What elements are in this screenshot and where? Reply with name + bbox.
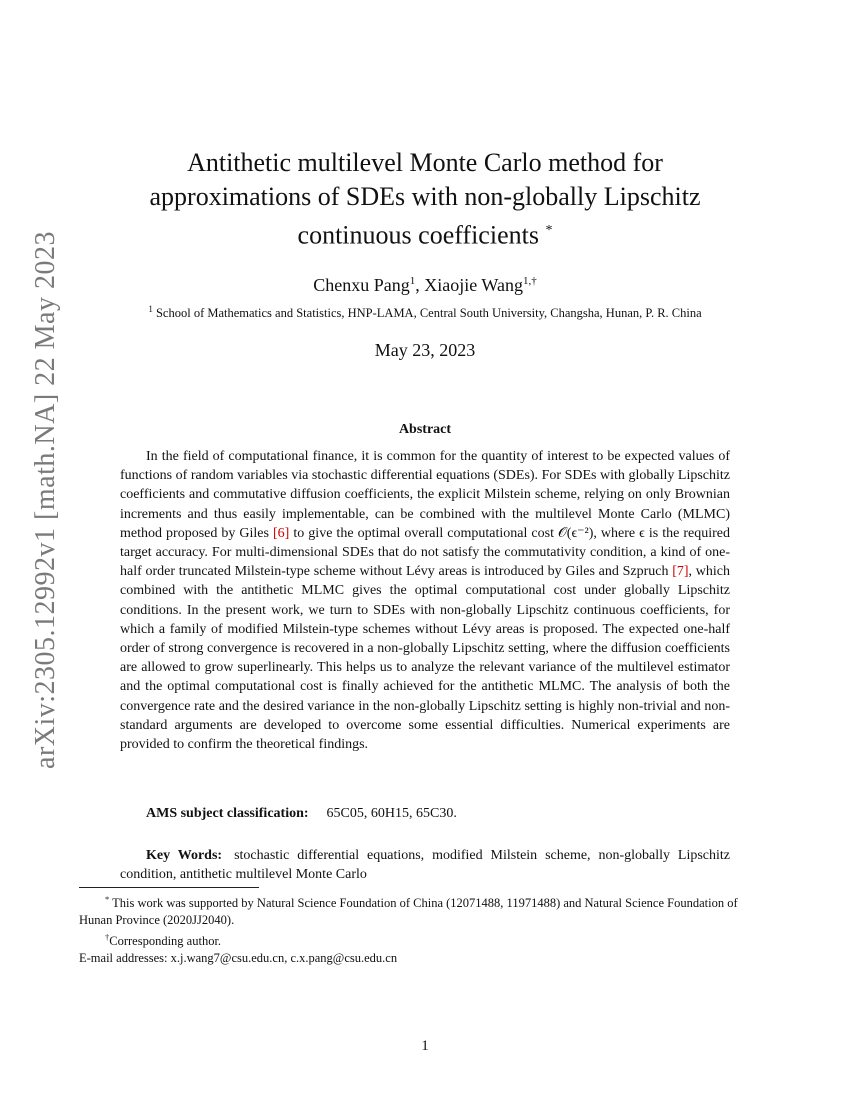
title-footnote-marker: *	[545, 223, 553, 238]
funding-footnote	[79, 891, 771, 929]
citation-link[interactable]: [7]	[672, 564, 689, 580]
citation-link[interactable]: [6]	[273, 525, 290, 541]
footnote-divider	[79, 887, 259, 888]
ams-codes: 65C05, 60H15, 65C30.	[326, 806, 457, 821]
abstract-text: In the field of computational finance, it is common for the quantity of interest to be expected values of functions of random variables via stochastic differential equations (SDEs). For SDEs with globally Lipschitz coefficients and commutative diffusion coefficients, the explicit Milstein scheme, relying on only Brownian increments and thus easily implementable, can be combined with the multilevel Monte Carlo (MLMC) method proposed by Giles	[120, 449, 730, 541]
author-list	[0, 275, 850, 296]
abstract-heading: Abstract	[398, 422, 452, 437]
affiliation-marker: 1	[148, 304, 153, 314]
key-words	[120, 846, 730, 884]
title-text: Antithetic multilevel Monte Carlo method for approximations of SDEs with non-globally Lipschitz continuous coefficients	[149, 148, 701, 250]
affiliation-text: School of Mathematics and Statistics, HNP-LAMA, Central South University, Changsha, Hunan, P. R. China	[155, 306, 702, 321]
author-affiliation-marker: 1,†	[522, 275, 537, 287]
abstract-text: to give the optimal overall computational cost 𝒪(ϵ⁻²), where ϵ is the required target accuracy. For multi-dimensional SDEs that do not satisfy the commutativity condition, a kind of one-half order truncated Milstein-type scheme without Lévy areas is introduced by Giles and Szpruch	[120, 525, 731, 580]
publication-date: May 23, 2023	[374, 340, 476, 360]
arxiv-identifier-stamp: arXiv:2305.12992v1 [math.NA] 22 May 2023	[30, 231, 61, 769]
paper-title	[110, 146, 740, 253]
abstract-text: , which combined with the antithetic MLMC gives the optimal computational cost under globally Lipschitz conditions. In the present work, we turn to SDEs with non-globally Lipschitz continuous coefficients, for which a family of modified Milstein-type schemes without Lévy areas is proposed. The expected one-half order of strong convergence is recovered in a non-globally Lipschitz setting, where the diffusion coefficients are allowed to grow superlinearly. This helps us to analyze the relevant variance of the multilevel estimator and the optimal computational cost is finally achieved for the antithetic MLMC. The analysis of both the convergence rate and the desired variance in the non-globally Lipschitz setting is highly non-trivial and non-standard arguments are developed to overcome some essential difficulties. Numerical experiments are provided to confirm the theoretical findings.	[120, 564, 730, 753]
page-number: 1	[421, 1038, 429, 1054]
author-affiliation-marker: 1	[409, 275, 416, 287]
footnote-marker: †	[105, 932, 110, 943]
ams-classification	[146, 806, 457, 822]
footnotes	[79, 891, 771, 967]
funding-text: This work was supported by Natural Science Foundation of China (12071488, 11971488) and Natural Science Foundation of Hunan Province (2020JJ2040).	[79, 896, 738, 928]
abstract-body	[120, 447, 730, 754]
author-name: Xiaojie Wang	[424, 275, 523, 295]
ams-label: AMS subject classification:	[146, 806, 309, 821]
author-name: Chenxu Pang	[313, 275, 410, 295]
key-words-list: stochastic differential equations, modified Milstein scheme, non-globally Lipschitz condition, antithetic multilevel Monte Carlo	[120, 848, 730, 882]
key-words-label: Key Words:	[146, 848, 223, 863]
corresponding-author-footnote	[79, 929, 771, 950]
author-separator: ,	[415, 275, 425, 295]
corresponding-text: Corresponding author.	[109, 934, 222, 949]
footnote-marker: *	[105, 894, 110, 904]
affiliation	[0, 304, 850, 321]
email-addresses: E-mail addresses: x.j.wang7@csu.edu.cn, c.x.pang@csu.edu.cn	[79, 951, 398, 966]
